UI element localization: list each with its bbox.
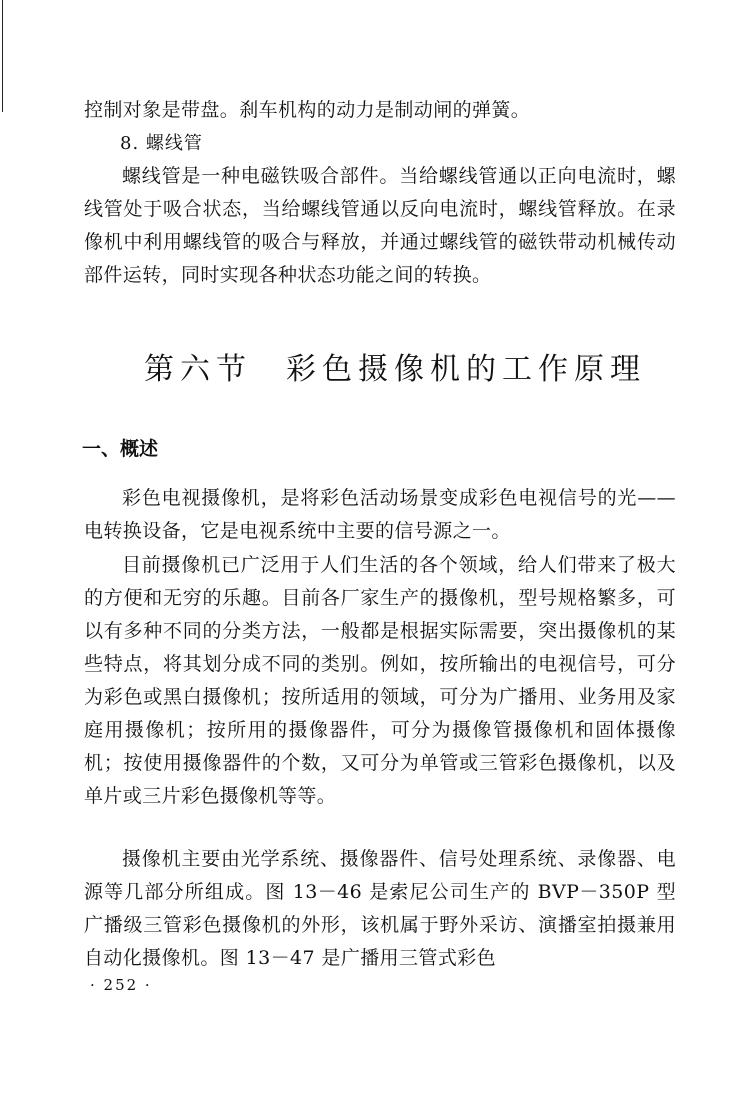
overview-heading: 一、概述 — [82, 438, 159, 460]
paragraph-classification: 目前摄像机已广泛用于人们生活的各个领域，给人们带来了极大的方便和无穷的乐趣。目前各厂家生产的摄像机，型号规格繁多，可以有多种不同的分类方法，一般都是根据实际需要，突出摄像机的某些特点，将其划分成不同的类别。例如，按所输出的电视信号，可分为彩色或黑白摄像机；按所适用的领域，可分为广播用、业务用及家庭用摄像机；按所用的摄像器件，可分为摄像管摄像机和固体摄像机；按使用摄像器件的个数，又可分为单管或三管彩色摄像机，以及单片或三片彩色摄像机等等。 — [84, 554, 676, 807]
page-edge-line — [2, 0, 3, 112]
paragraph-definition: 彩色电视摄像机，是将彩色活动场景变成彩色电视信号的光——电转换设备，它是电视系统中主要的信号源之一。 — [84, 487, 676, 542]
sub-heading-solenoid: 8. 螺线管 — [120, 133, 203, 154]
section-title — [144, 350, 646, 390]
section-label: 第六节 — [144, 352, 252, 387]
page-number: · 252 · — [90, 976, 152, 994]
paragraph-components: 摄像机主要由光学系统、摄像器件、信号处理系统、录像器、电源等几部分所组成。图 13－46 是索尼公司生产的 BVP－350P 型广播级三管彩色摄像机的外形，该机属于野外采访、演播室拍摄兼用自动化摄像机。图 13－47 是广播用三管式彩色 — [84, 848, 676, 969]
paragraph-brake: 控制对象是带盘。刹车机构的动力是制动闸的弹簧。 — [84, 99, 531, 121]
paragraph-solenoid: 螺线管是一种电磁铁吸合部件。当给螺线管通以正向电流时，螺线管处于吸合状态，当给螺线管通以反向电流时，螺线管释放。在录像机中利用螺线管的吸合与释放，并通过螺线管的磁铁带动机械传动部件运转，同时实现各种状态功能之间的转换。 — [84, 165, 676, 286]
section-title-text: 彩色摄像机的工作原理 — [286, 352, 646, 387]
